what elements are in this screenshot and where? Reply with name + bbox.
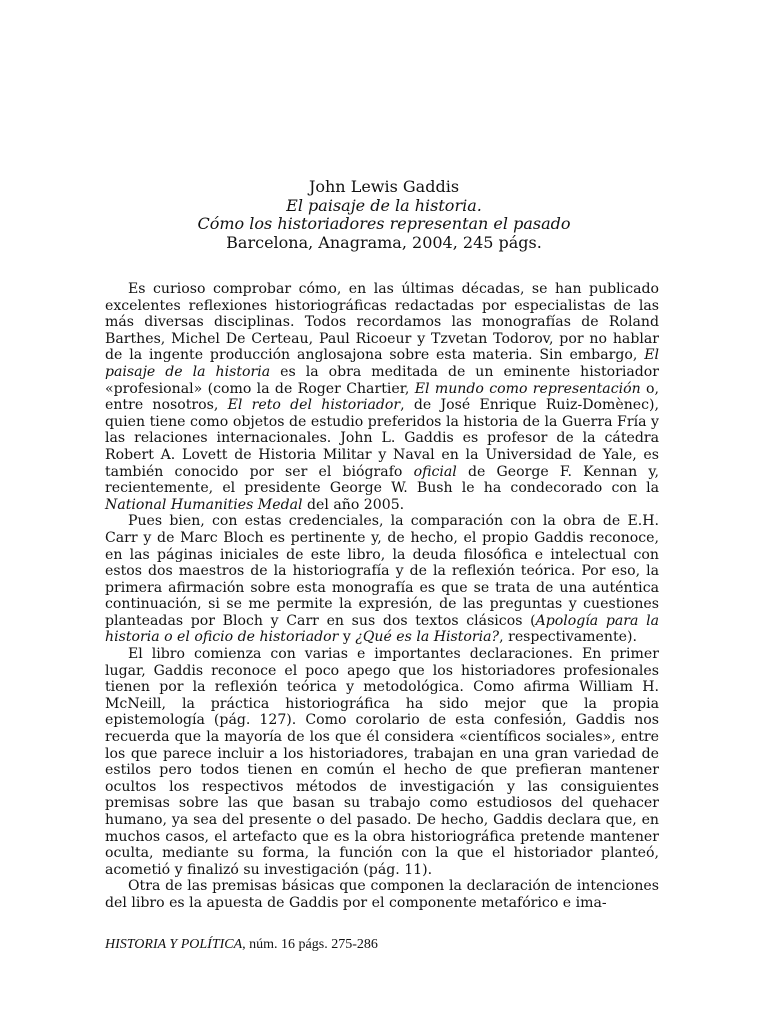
text-run: del año 2005. [302,496,405,513]
book-publication: Barcelona, Anagrama, 2004, 245 págs. [226,232,542,252]
text-run: o, entre nosotros, [105,380,659,414]
text-run: , de José Enrique Ruiz-Domènec), quien tiene como objetos de estudio preferidos la historia de la Guerra Fría y las relaciones internacionales. John L. Gaddis es profesor de la cátedra Robert A. Lovett de Historia Militar y Naval en la Universidad de Yale, es también conocido por ser el biógrafo [105,397,659,480]
journal-footer [105,937,378,953]
text-run: Otra de las premisas básicas que componen la declaración de intenciones del libro es la apuesta de Gaddis por el componente metafórico e ima- [105,878,659,911]
book-author: John Lewis Gaddis [308,177,460,196]
italic-title-run: ¿Qué es la Historia? [355,629,500,646]
review-body [105,281,659,912]
italic-title-run: El reto del historiador [227,397,401,414]
book-title: El paisaje de la historia. [286,195,482,215]
paragraph-2 [105,513,659,646]
paragraph-1 [105,281,659,513]
review-header [0,178,768,252]
journal-issue: núm. 16 págs. 275-286 [249,937,378,952]
paragraph-4 [105,878,659,911]
text-run: Pues bien, con estas credenciales, la comparación con la obra de E.H. Carr y de Marc Bloch es pertinente y, de hecho, el propio Gaddis reconoce, en las páginas iniciales de este libro, la deuda filosófica e intelectual con estos dos maestros de la historiografía y de la reflexión teórica. Por eso, la primera afirmación sobre esta monografía es que se trata de una auténtica continuación, si se me permite la expresión, de las preguntas y cuestiones planteadas por Bloch y Carr en sus dos textos clásicos ( [105,513,659,629]
journal-name: HISTORIA Y POLÍTICA, [105,937,246,952]
book-subtitle: Cómo los historiadores representan el pasado [197,214,571,233]
text-run: , respectivamente). [499,629,637,646]
italic-title-run: Apología para la historia o el oficio de historiador [105,612,660,646]
italic-title-run: National Humanities Medal [105,496,303,513]
text-run: y [338,629,356,646]
text-run: es la obra meditada de un eminente historiador «profesional» (como la de Roger Chartier, [105,363,660,397]
text-run: de George F. Kennan y, recientemente, el presidente George W. Bush le ha condecorado con la [105,463,659,497]
italic-title-run: oficial [413,463,457,480]
italic-title-run: El mundo como representación [414,380,641,397]
text-run: Es curioso comprobar cómo, en las últimas décadas, se han publicado excelentes reflexiones historiográficas redactadas por especialistas de las más diversas disciplinas. Todos recordamos las monografías de Roland Barthes, Michel De Certeau, Paul Ricoeur y Tzvetan Todorov, por no hablar de la ingente producción anglosajona sobre esta materia. Sin embargo, [105,281,659,364]
italic-title-run: El paisaje de la historia [105,347,659,380]
text-run: El libro comienza con varias e importantes declaraciones. En primer lugar, Gaddis reconoce el poco apego que los historiadores profesionales tienen por la reflexión teórica y metodológica. Como afirma William H. McNeill, la práctica historiográfica ha sido mejor que la propia epistemología (pág. 127). Como corolario de esta confesión, Gaddis nos recuerda que la mayoría de los que él considera «científicos sociales», entre los que parece incluir a los historiadores, trabajan en una gran variedad de estilos pero todos tienen en común el hecho de que prefieran mantener ocultos los respectivos métodos de investigación y las consiguientes premisas sobre las que basan su trabajo como estudiosos del quehacer humano, ya sea del presente o del pasado. De hecho, Gaddis declara que, en muchos casos, el artefacto que es la obra historiográfica pretende mantener oculta, mediante su forma, la función con la que el historiador planteó, acometió y finalizó su investigación (pág. 11). [105,646,659,878]
paragraph-3 [105,646,659,878]
